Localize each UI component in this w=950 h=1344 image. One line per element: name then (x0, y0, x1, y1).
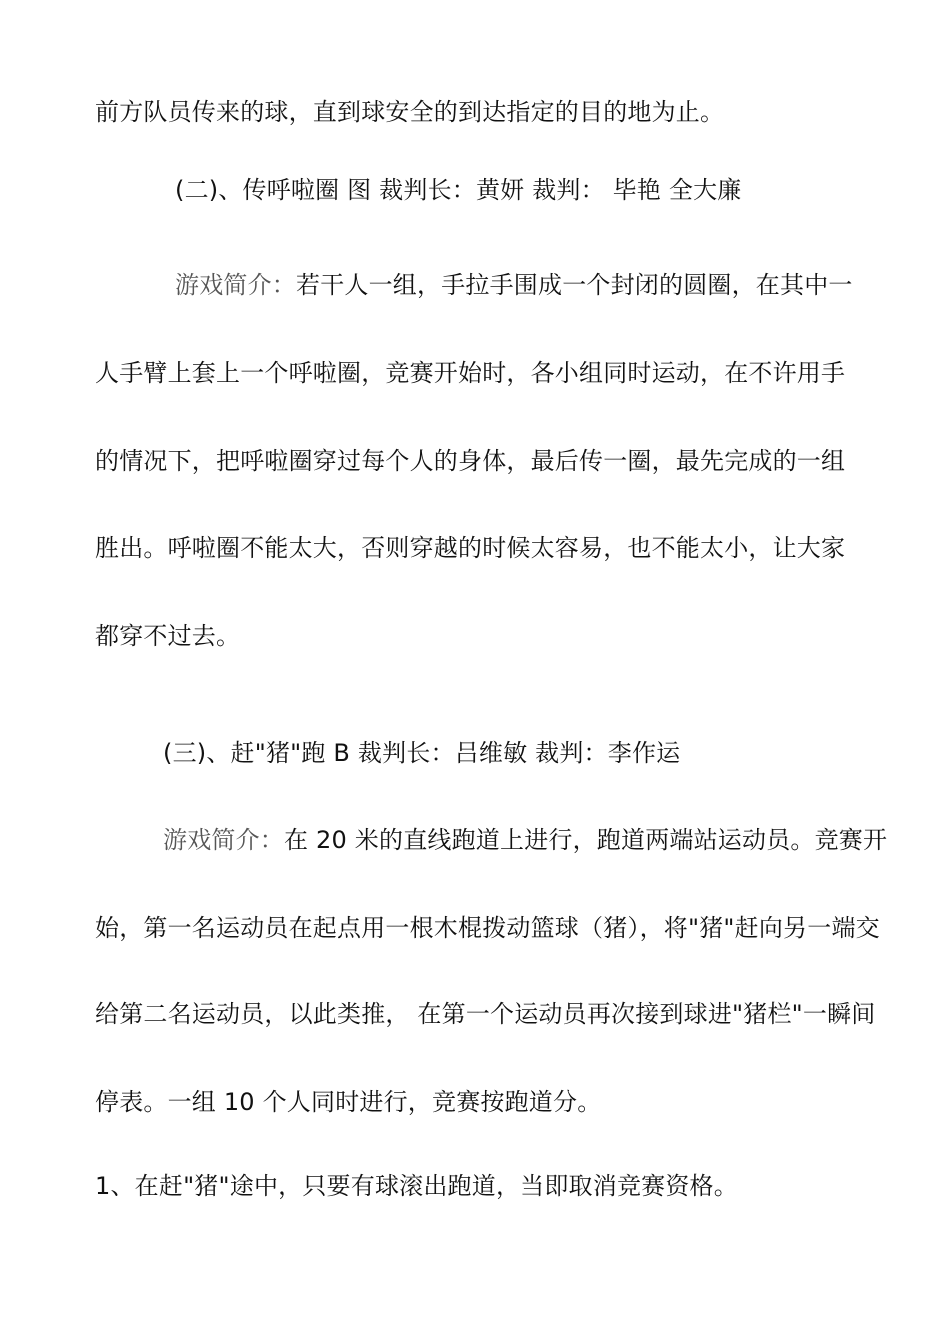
intro-line (175, 270, 853, 300)
intro-label: 游戏简介： (175, 271, 296, 299)
paragraph-line: 停表。一组 10 个人同时进行，竞赛按跑道分。 (95, 1088, 602, 1116)
paragraph-line: 给第二名运动员，以此类推， 在第一个运动员再次接到球进"猪栏"一瞬间 (95, 1000, 876, 1028)
intro-line (163, 825, 887, 855)
intro-label: 游戏简介： (163, 826, 284, 854)
intro-text: 若干人一组，手拉手围成一个封闭的圆圈，在其中一 (296, 271, 853, 299)
section-heading-hula-hoop: (二)、传呼啦圈 图 裁判长：黄妍 裁判： 毕艳 全大廉 (175, 176, 742, 204)
paragraph-line: 前方队员传来的球，直到球安全的到达指定的目的地为止。 (95, 98, 725, 126)
section-heading-pig-run: (三)、赶"猪"跑 B 裁判长：吕维敏 裁判：李作运 (163, 739, 681, 767)
paragraph-line: 始，第一名运动员在起点用一根木棍拨动篮球（猪），将"猪"赶向另一端交 (95, 914, 880, 942)
paragraph-line: 的情况下，把呼啦圈穿过每个人的身体，最后传一圈，最先完成的一组 (95, 447, 846, 475)
intro-text: 在 20 米的直线跑道上进行，跑道两端站运动员。竞赛开 (284, 826, 888, 854)
rule-item: 1、在赶"猪"途中，只要有球滚出跑道，当即取消竞赛资格。 (95, 1172, 738, 1200)
paragraph-line: 胜出。呼啦圈不能太大，否则穿越的时候太容易，也不能太小，让大家 (95, 534, 846, 562)
paragraph-line: 人手臂上套上一个呼啦圈，竞赛开始时，各小组同时运动，在不许用手 (95, 359, 846, 387)
paragraph-line: 都穿不过去。 (95, 622, 241, 650)
